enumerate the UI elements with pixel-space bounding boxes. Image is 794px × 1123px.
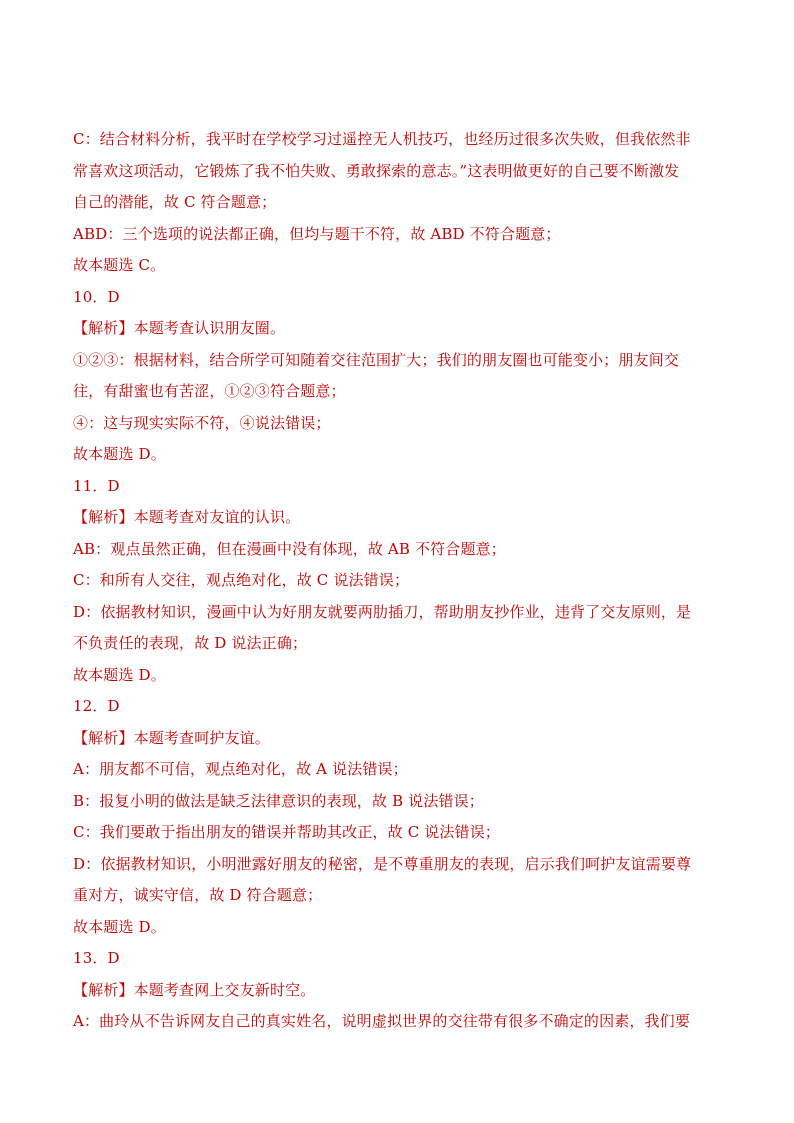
text-line: 【解析】本题考查呵护友谊。 — [73, 728, 270, 747]
text-line: ④：这与现实实际不符，④说法错误； — [73, 413, 331, 432]
text-line: 故本题选 D。 — [73, 917, 166, 936]
text-line: 【解析】本题考查认识朋友圈。 — [73, 319, 286, 337]
text-line: 【解析】本题考查对友谊的认识。 — [73, 508, 301, 526]
text-line: 【解析】本题考查网上交友新时空。 — [73, 980, 316, 999]
text-line: ①②③：根据材料，结合所学可知随着交往范围扩大；我们的朋友圈也可能变小；朋友间交 — [73, 350, 680, 369]
text-line: 12．D — [73, 697, 120, 715]
text-line: 常喜欢这项活动，它锻炼了我不怕失败、勇敢探索的意志。”这表明做更好的自己要不断激发 — [73, 161, 680, 180]
text-line: A：曲玲从不告诉网友自己的真实姓名，说明虚拟世界的交往带有很多不确定的因素，我们要 — [73, 1012, 690, 1030]
text-line: 重对方，诚实守信，故 D 符合题意； — [73, 886, 323, 904]
text-line: AB：观点虽然正确，但在漫画中没有体现，故 AB 不符合题意； — [73, 539, 506, 558]
document-page — [73, 124, 733, 1038]
text-line: 故本题选 D。 — [73, 665, 166, 684]
text-line: D：依据教材知识，漫画中认为好朋友就要两肋插刀，帮助朋友抄作业，违背了交友原则，是 — [73, 602, 692, 621]
text-line: 故本题选 D。 — [73, 445, 166, 463]
text-line: 自己的潜能，故 C 符合题意； — [73, 193, 277, 211]
text-line: C：我们要敢于指出朋友的错误并帮助其改正，故 C 说法错误； — [73, 823, 500, 841]
text-line: 往，有甜蜜也有苦涩，①②③符合题意； — [73, 382, 346, 400]
text-line: B：报复小明的做法是缺乏法律意识的表现，故 B 说法错误； — [73, 791, 484, 810]
text-line: C：和所有人交往，观点绝对化，故 C 说法错误； — [73, 571, 410, 589]
text-line: 故本题选 C。 — [73, 256, 166, 274]
text-line: ABD：三个选项的说法都正确，但均与题干不符，故 ABD 不符合题意； — [73, 224, 561, 243]
text-line: 11．D — [73, 476, 120, 495]
text-line: 13．D — [73, 949, 120, 967]
text-line: C：结合材料分析，我平时在学校学习过遥控无人机技巧，也经历过很多次失败，但我依然非 — [73, 130, 691, 148]
text-line: 10．D — [73, 287, 120, 306]
text-line: D：依据教材知识，小明泄露好朋友的秘密，是不尊重朋友的表现，启示我们呵护友谊需要尊 — [73, 854, 692, 873]
text-line: A：朋友都不可信，观点绝对化，故 A 说法错误； — [73, 760, 408, 778]
text-line: 不负责任的表现，故 D 说法正确； — [73, 634, 308, 652]
